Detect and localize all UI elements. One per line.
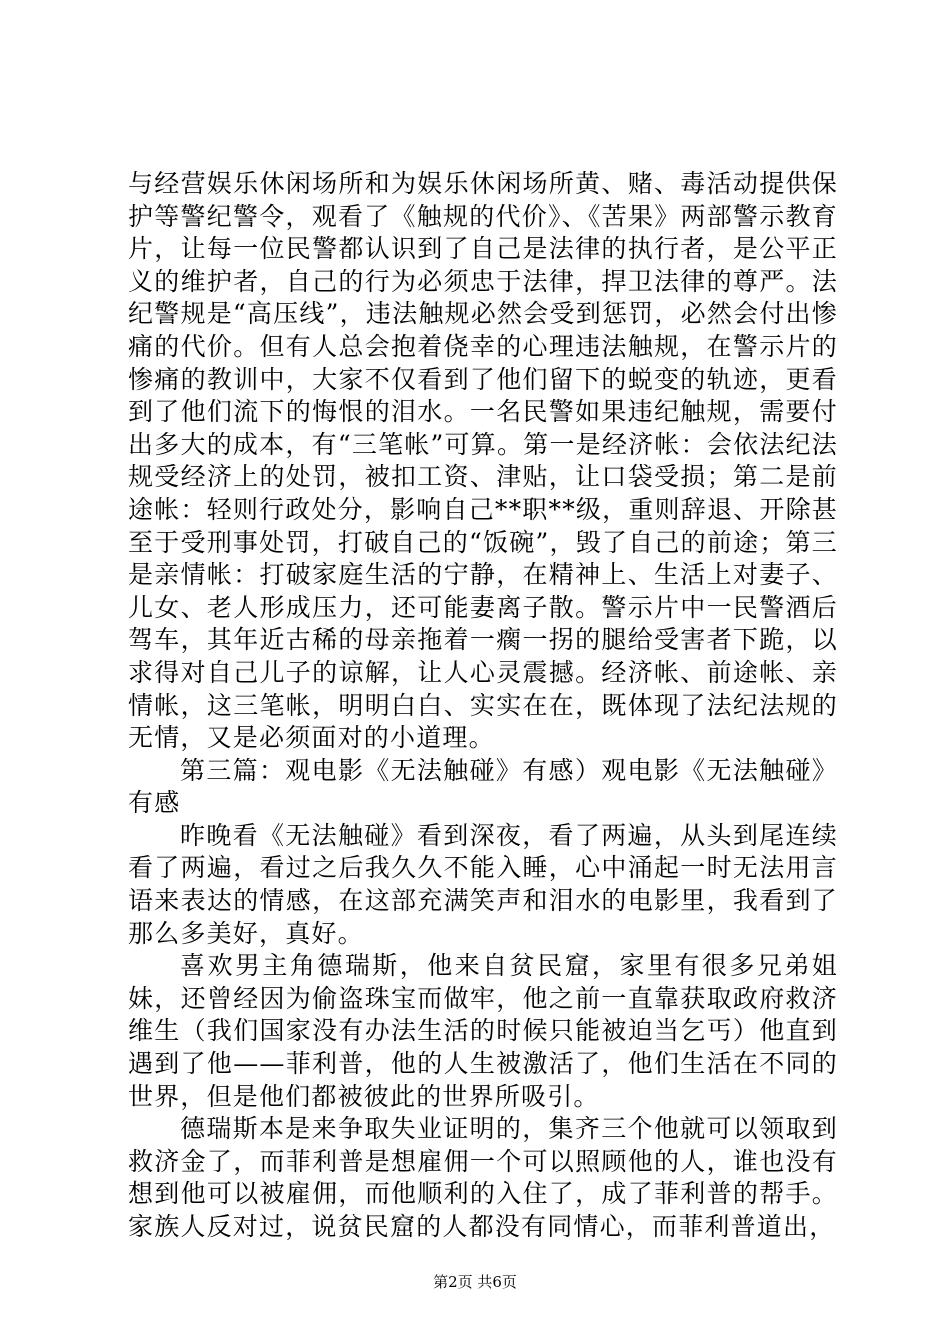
paragraph-last-night: 昨晚看《无法触碰》看到深夜，看了两遍，从头到尾连续看了两遍，看过之后我久久不能入睡，心中涌起一时无法用言语来表达的情感，在这部充满笑声和泪水的电影里，我看到了那么多美好，真好。 [128,820,838,948]
paragraph-unemployment: 德瑞斯本是来争取失业证明的，集齐三个他就可以领取到救济金了，而菲利普是想雇佣一个可以照顾他的人，谁也没有想到他可以被雇佣，而他顺利的入住了，成了菲利普的帮手。家族人反对过，说贫民窟的人都没有同情心，而菲利普道出， [128,1114,838,1241]
page-number-footer: 第2页 共6页 [433,1273,517,1291]
paragraph-warning-film: 与经营娱乐休闲场所和为娱乐休闲场所黄、赌、毒活动提供保护等警纪警令，观看了《触规的代价》、《苦果》两部警示教育片，让每一位民警都认识到了自己是法律的执行者，是公平正义的维护者，自己的行为必须忠于法律，捍卫法律的尊严。法纪警规是“高压线”，违法触规必然会受到惩罚，必然会付出惨痛的代价。但有人总会抱着侥幸的心理违法触规，在警示片的惨痛的教训中，大家不仅看到了他们留下的蜕变的轨迹，更看到了他们流下的悔恨的泪水。一名民警如果违纪触规，需要付出多大的成本，有“三笔帐”可算。第一是经济帐：会依法纪法规受经济上的处罚，被扣工资、津贴，让口袋受损；第二是前途帐：轻则行政处分，影响自己**职**级，重则辞退、开除甚至于受刑事处罚，打破自己的“饭碗”，毁了自己的前途；第三是亲情帐：打破家庭生活的宁静，在精神上、生活上对妻子、儿女、老人形成压力，还可能妻离子散。警示片中一民警酒后驾车，其年近古稀的母亲拖着一瘸一拐的腿给受害者下跪，以求得对自己儿子的谅解，让人心灵震撼。经济帐、前途帐、亲情帐，这三笔帐，明明白白、实实在在，既体现了法纪法规的无情，又是必须面对的小道理。 [128,169,838,753]
document-body [128,168,838,1244]
paragraph-driss: 喜欢男主角德瑞斯，他来自贫民窟，家里有很多兄弟姐妹，还曾经因为偷盗珠宝而做牢，他之前一直靠获取政府救济维生（我们国家没有办法生活的时候只能被迫当乞丐）他直到遇到了他——菲利普，他的人生被激活了，他们生活在不同的世界，但是他们都被彼此的世界所吸引。 [128,951,838,1111]
section-heading: 第三篇：观电影《无法触碰》有感）观电影《无法触碰》有感 [128,755,838,818]
